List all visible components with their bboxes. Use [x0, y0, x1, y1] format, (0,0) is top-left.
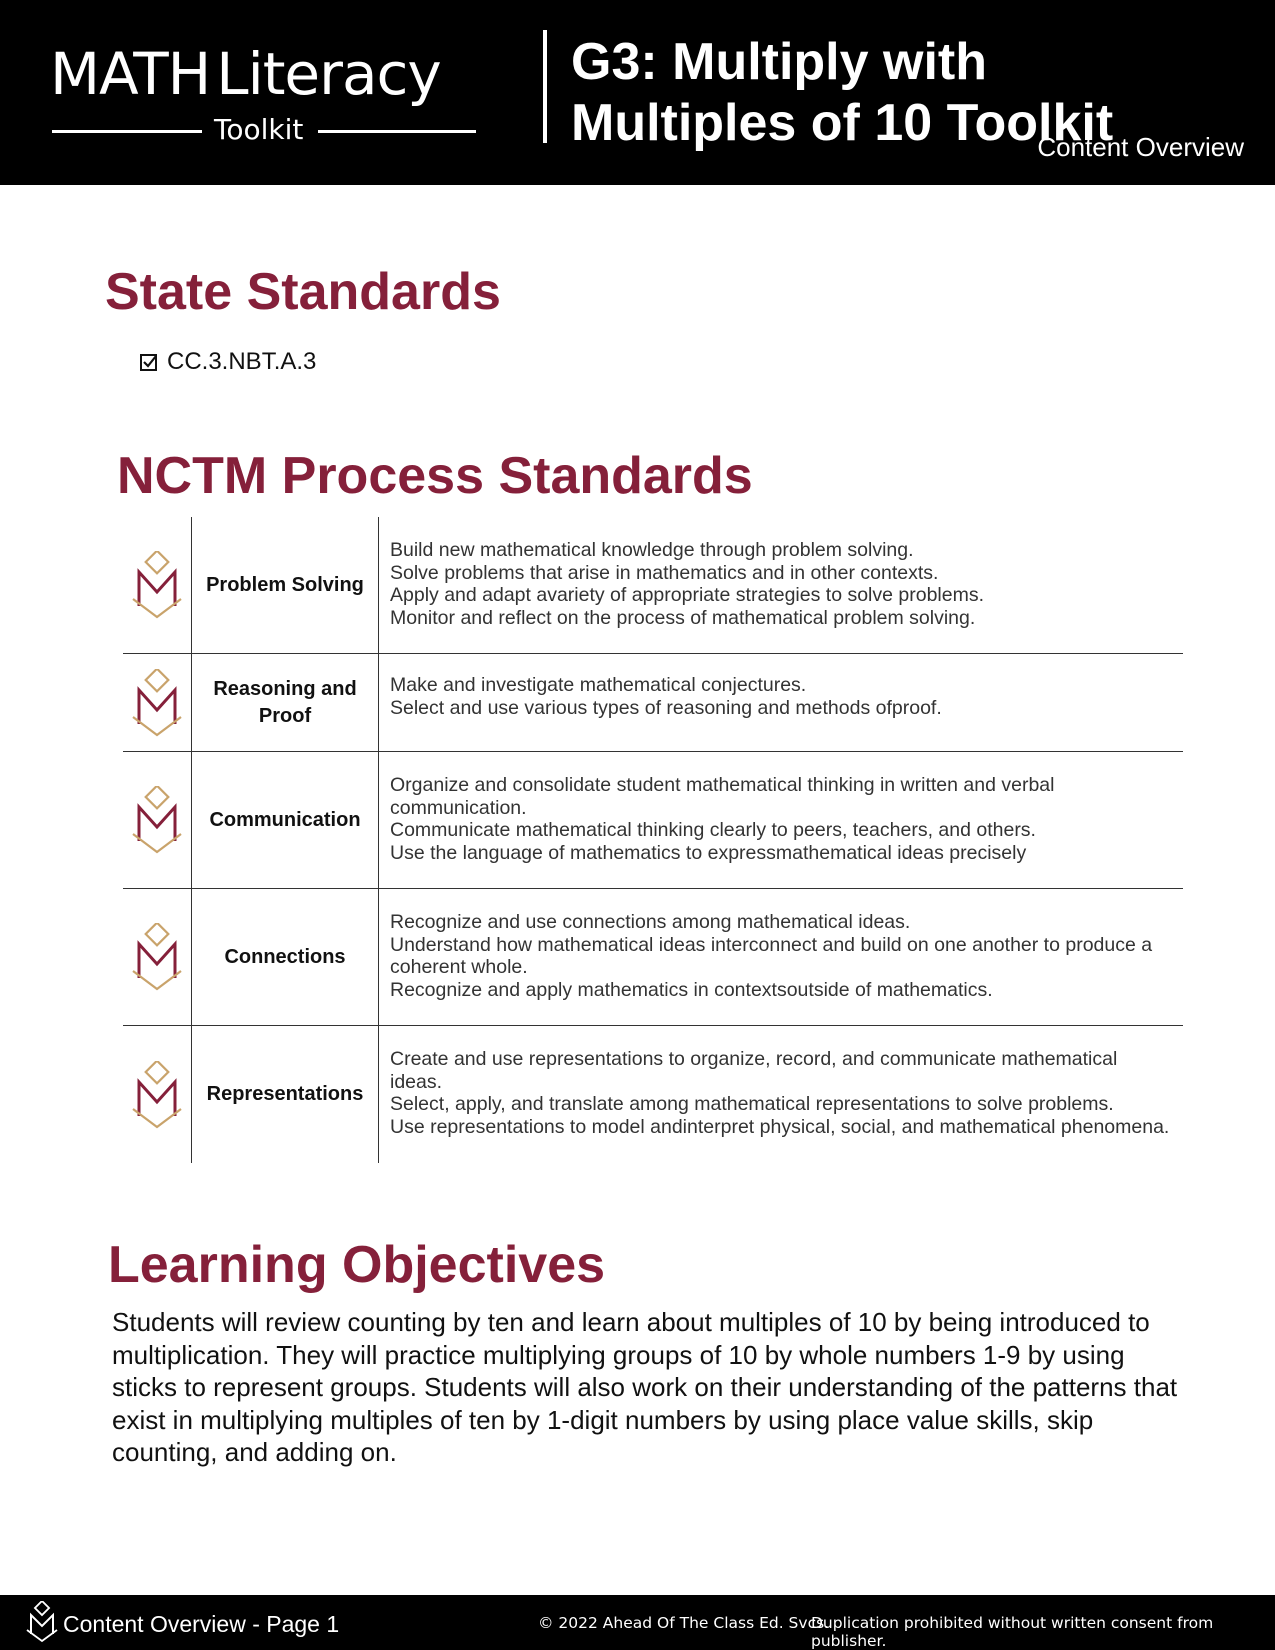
state-standards-heading: State Standards	[105, 263, 501, 321]
math-literacy-footer-icon	[26, 1601, 58, 1648]
description-line: Use the language of mathematics to expressmathematical ideas precisely	[390, 841, 1027, 864]
description-line: Monitor and reflect on the process of mathematical problem solving.	[390, 606, 976, 629]
table-row	[123, 752, 1183, 889]
page-header	[0, 0, 1275, 185]
math-literacy-icon	[123, 889, 192, 1025]
description-line: Solve problems that arise in mathematics and in other contexts.	[390, 561, 939, 584]
standard-name: Representations	[192, 1026, 379, 1163]
math-literacy-icon	[123, 654, 192, 751]
footer-copyright: © 2022 Ahead Of The Class Ed. Svcs.	[538, 1614, 830, 1632]
description-line: Recognize and apply mathematics in contextsoutside of mathematics.	[390, 978, 993, 1001]
math-literacy-toolkit-logo	[50, 40, 480, 150]
table-row	[123, 654, 1183, 752]
description-line: Understand how mathematical ideas interconnect and build on one another to produce a coherent whole.	[390, 933, 1153, 978]
standard-description	[379, 654, 1183, 751]
math-literacy-icon	[123, 1026, 192, 1163]
nctm-standards-table	[123, 517, 1183, 1163]
math-literacy-icon	[123, 517, 192, 653]
description-line: Select and use various types of reasoning and methods ofproof.	[390, 696, 942, 719]
standard-description	[379, 889, 1183, 1025]
learning-objectives-text: Students will review counting by ten and learn about multiples of 10 by being introduced to multiplication. They will practice multiplying groups of 10 by whole numbers 1-9 by using sticks to represent groups. Students will also work on their understanding of the patterns that exist in multiplying multiples of ten by 1-digit numbers by using place value skills, skip counting, and adding on.	[112, 1307, 1178, 1467]
nctm-heading: NCTM Process Standards	[117, 447, 753, 505]
page-subtitle: Content Overview	[1037, 132, 1244, 162]
standard-name: Communication	[192, 752, 379, 888]
footer-page-label: Content Overview - Page 1	[63, 1611, 340, 1637]
standard-description	[379, 517, 1183, 653]
standard-name: Problem Solving	[192, 517, 379, 653]
math-literacy-icon	[123, 752, 192, 888]
description-line: Create and use representations to organize, record, and communicate mathematical ideas.	[390, 1048, 1118, 1093]
description-line: Recognize and use connections among mathematical ideas.	[390, 911, 911, 933]
description-line: Build new mathematical knowledge through problem solving.	[390, 539, 914, 561]
state-standard-item	[140, 348, 316, 376]
page-title: G3: Multiply with Multiples of 10 Toolkit	[571, 33, 1114, 152]
header-divider	[543, 30, 547, 143]
state-standard-code: CC.3.NBT.A.3	[167, 348, 317, 375]
logo-toolkit-text: Toolkit	[214, 113, 304, 146]
logo-rule-right	[318, 130, 476, 133]
standard-name: Connections	[192, 889, 379, 1025]
logo-rule-left	[52, 130, 202, 133]
table-row	[123, 517, 1183, 654]
description-line: Communicate mathematical thinking clearly to peers, teachers, and others.	[390, 819, 1036, 841]
footer-duplication-notice: Duplication prohibited without written consent from publisher.	[811, 1614, 1214, 1650]
learning-objectives-heading: Learning Objectives	[108, 1236, 606, 1294]
page-footer	[0, 1595, 1275, 1650]
standard-description	[379, 1026, 1183, 1163]
table-row	[123, 1026, 1183, 1163]
logo-math-text: MATH	[50, 40, 211, 108]
standard-description	[379, 752, 1183, 888]
standard-name: Reasoning and Proof	[192, 654, 379, 751]
logo-literacy-text: Literacy	[216, 40, 441, 108]
description-line: Organize and consolidate student mathematical thinking in written and verbal communication.	[390, 774, 1055, 819]
description-line: Select, apply, and translate among mathematical representations to solve problems.	[390, 1093, 1114, 1115]
description-line: Make and investigate mathematical conjectures.	[390, 674, 807, 696]
checkbox-checked-icon	[140, 354, 157, 371]
table-row	[123, 889, 1183, 1026]
description-line: Apply and adapt avariety of appropriate strategies to solve problems.	[390, 584, 985, 606]
description-line: Use representations to model andinterpret physical, social, and mathematical phenomena.	[390, 1115, 1170, 1138]
